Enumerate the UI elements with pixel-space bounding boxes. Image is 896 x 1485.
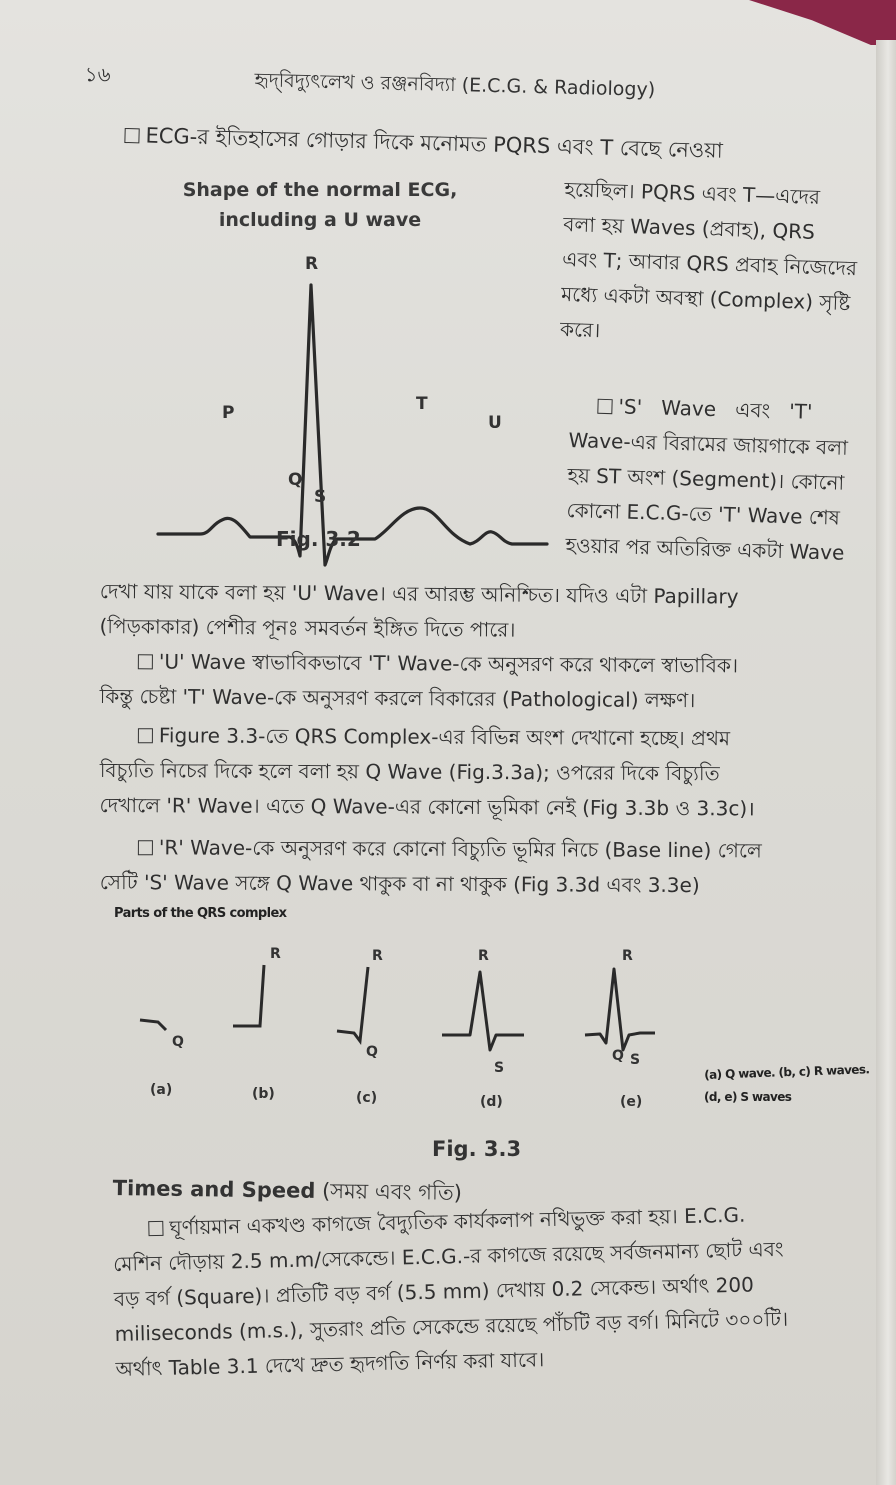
st-paragraph-column [565,388,849,571]
panel-d-r-label: R [478,948,489,964]
page-edge [876,40,896,1485]
figure-3-2-title [150,175,490,235]
ecg-waveform-figure [140,250,560,550]
st-line-5: হওয়ার পর অতিরিক্ত একটা Wave [565,532,845,565]
panel-c-r-label: R [372,948,383,964]
figure-3-3-title: Parts of the QRS complex [114,906,287,921]
panel-b-r-label: R [270,946,281,962]
qrs-line-3: দেখালে 'R' Wave। এতে Q Wave-এর কোনো ভূমিকা নেই (Fig 3.3b ও 3.3c)। [99,792,755,821]
panel-e-id: (e) [620,1094,643,1110]
checkbox-bullet-icon [138,728,153,743]
label-s: S [314,487,327,507]
st-line-4: কোনো E.C.G-তে 'T' Wave শেষ [566,497,841,530]
panel-d-id: (d) [480,1094,503,1110]
intro-line-4: এবং T; আবার QRS প্রবাহ নিজেদের [561,246,858,281]
book-cover-corner [686,0,896,45]
checkbox-bullet-icon [597,399,612,414]
st-line-2: Wave-এর বিরামের জায়গাকে বলা [568,427,849,460]
panel-b-id: (b) [252,1086,275,1102]
speed-line-4: miliseconds (m.s.), সুতরাং প্রতি সেকেন্ডে রয়েছে পাঁচটি বড় বর্গ। মিনিটে ৩০০টি। [114,1306,789,1346]
speed-line-5: অর্থাৎ Table 3.1 দেখে দ্রুত হৃদগতি নির্ণয় করা যাবে। [115,1347,545,1381]
intro-line-5: মধ্যে একটা অবস্থা (Complex) সৃষ্টি [560,281,851,316]
st-line-1: 'S' Wave এবং 'T' [618,394,813,424]
intro-line-1: ECG-র ইতিহাসের গোড়ার দিকে মনোমত PQRS এবং T বেছে নেওয়া [145,123,724,163]
qrs-trace-b [233,965,264,1026]
u-line-1: 'U' Wave স্বাভাবিকভাবে 'T' Wave-কে অনুসরণ করে থাকলে স্বাভাবিক। [158,649,739,678]
intro-line-3: বলা হয় Waves (প্রবাহ), QRS [562,211,816,244]
figure-3-3-legend-line-1: (a) Q wave. (b, c) R waves. [704,1062,870,1082]
intro-paragraph-column [560,172,860,356]
panel-e-q-label: Q [612,1048,624,1064]
qrs-trace-c [337,967,368,1041]
qrs-trace-a [140,1020,166,1030]
checkbox-bullet-icon [124,128,139,143]
checkbox-bullet-icon [138,654,153,669]
figure-3-3-legend-line-2: (d, e) S waves [704,1090,792,1104]
times-speed-paragraph [112,1197,789,1387]
figure-3-2-caption: Fig. 3.2 [276,527,361,551]
panel-c-q-label: Q [366,1044,378,1060]
panel-c-id: (c) [356,1090,378,1106]
panel-d-s-label: S [494,1060,505,1076]
figure-title-line-2: including a U wave [218,209,422,231]
s-line-1: 'R' Wave-কে অনুসরণ করে কোনো বিচ্যুতি ভূমির নিচে (Base line) গেলে [158,835,762,863]
panel-e-s-label: S [630,1052,641,1068]
label-p: P [222,403,235,423]
intro-line-6: করে। [559,316,601,343]
speed-line-3: বড় বর্গ (Square)। প্রতিটি বড় বর্গ (5.5 mm) দেখায় 0.2 সেকেন্ড। অর্থাৎ 200 [113,1272,755,1311]
speed-line-2: মেশিন দৌড়ায় 2.5 m.m/সেকেন্ডে। E.C.G.-র কাগজে রয়েছে সর্বজনমান্য ছোট এবং [112,1236,784,1276]
st-line-7: (পিড়কাকার) পেশীর পূনঃ সমবর্তন ইঙ্গিত দিতে পারে। [99,613,516,642]
page-number: ১৬ [84,61,111,87]
u-wave-paragraph [100,644,739,718]
panel-a-id: (a) [150,1082,173,1098]
intro-line-2: হয়েছিল। PQRS এবং T—এদের [564,176,821,210]
page-header [84,60,785,117]
checkbox-bullet-icon [138,840,153,855]
qrs-line-2: বিচ্যুতি নিচের দিকে হলে বলা হয় Q Wave (Fig.3.3a); ওপরের দিকে বিচ্যুতি [99,757,720,786]
figure-3-3-caption: Fig. 3.3 [432,1137,522,1161]
section-heading-english: Times and Speed [112,1175,316,1203]
st-line-3: হয় ST অংশ (Segment)। কোনো [567,462,845,495]
qrs-line-1: Figure 3.3-তে QRS Complex-এর বিভিন্ন অংশ দেখানো হচ্ছে। প্রথম [158,723,731,751]
qrs-parts-figure [130,945,690,1105]
running-title: হৃদ্‌বিদ্যুৎলেখ ও রঞ্জনবিদ্যা (E.C.G. & Radiology) [254,69,656,101]
s-wave-paragraph [100,830,762,903]
speed-line-1: ঘূর্ণায়মান একখণ্ড কাগজে বৈদ্যুতিক কার্যকলাপ নথিভুক্ত করা হয়। E.C.G. [169,1202,746,1240]
label-u: U [488,413,502,433]
panel-e-r-label: R [622,948,633,964]
qrs-paragraph [99,718,755,826]
label-q: Q [288,470,303,490]
st-paragraph-full [99,574,738,650]
label-t: T [416,394,428,414]
s-line-2: সেটি 'S' Wave সঙ্গে Q Wave থাকুক বা না থাকুক (Fig 3.3d এবং 3.3e) [99,869,700,898]
u-line-2: কিন্তু চেষ্টা 'T' Wave-কে অনুসরণ করলে বিকারের (Pathological) লক্ষণ। [99,683,696,713]
qrs-trace-d [442,972,524,1050]
intro-paragraph [124,118,723,169]
label-r: R [305,254,319,274]
checkbox-bullet-icon [148,1221,163,1236]
section-heading-bengali: (সময় এবং গতি) [321,1178,463,1205]
qrs-trace-e [585,969,655,1050]
st-line-6: দেখা যায় যাকে বলা হয় 'U' Wave। এর আরম্ভ অনিশ্চিত। যদিও এটা Papillary [99,578,739,609]
figure-title-line-1: Shape of the normal ECG, [182,179,458,201]
panel-a-q-label: Q [172,1034,184,1050]
